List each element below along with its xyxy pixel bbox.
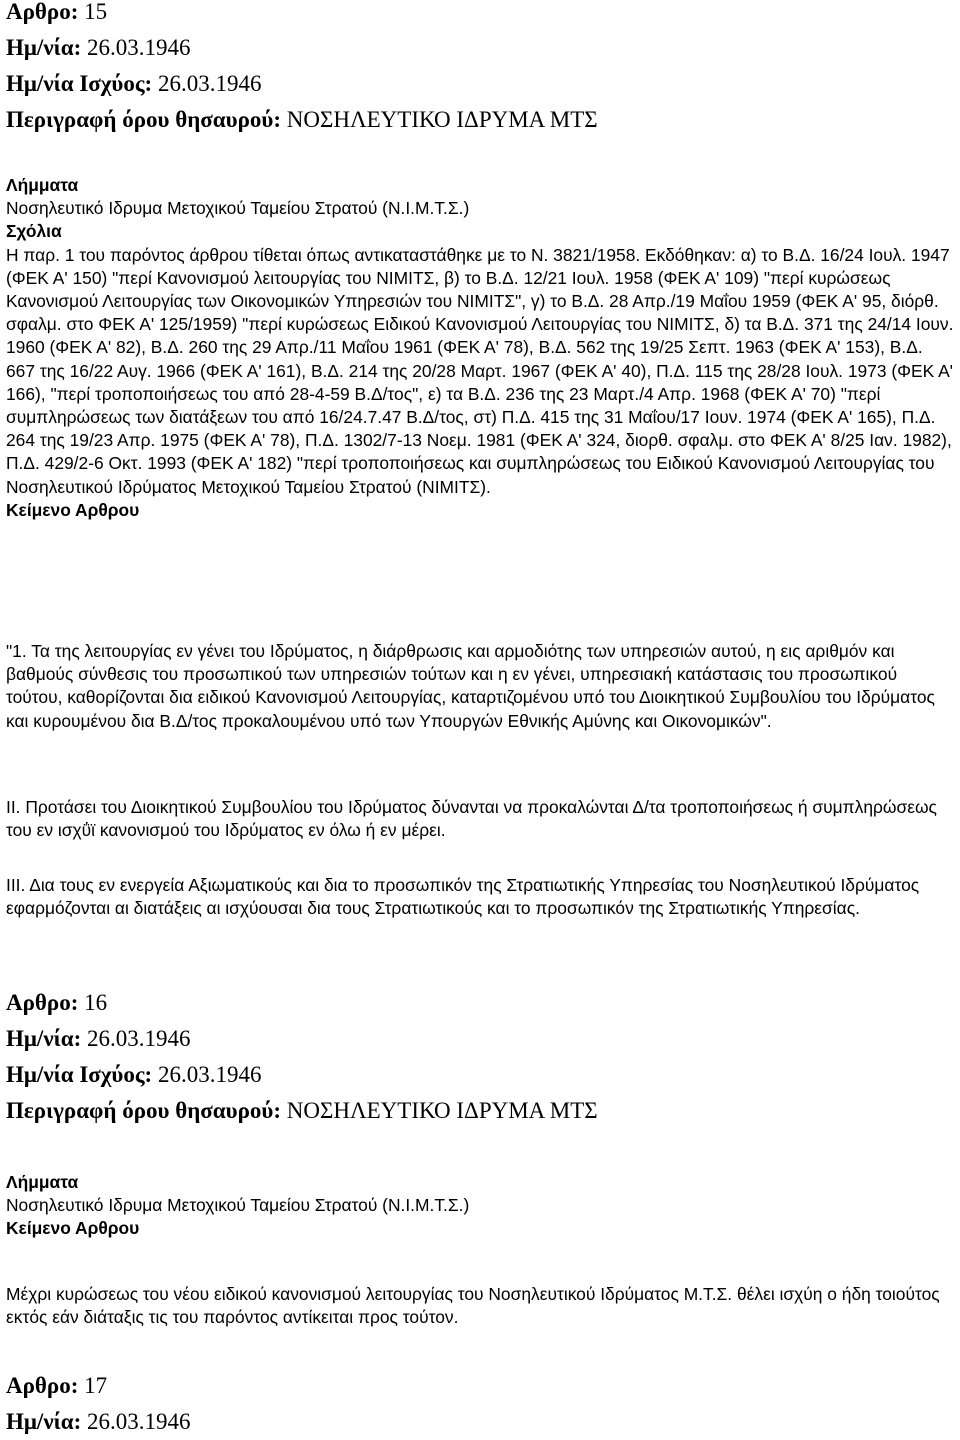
- article-label: Αρθρο:: [6, 1373, 79, 1398]
- lemmata-label: Λήμματα: [6, 1172, 79, 1192]
- keimeno-label: Κείμενο Αρθρου: [6, 1218, 140, 1239]
- article-15-header: [6, 0, 956, 138]
- thesaurus-line: [6, 1093, 956, 1129]
- article-number: 15: [84, 0, 108, 24]
- scholia-label: Σχόλια: [6, 221, 62, 242]
- thesaurus-value: ΝΟΣΗΛΕΥΤΙΚΟ ΙΔΡΥΜΑ ΜΤΣ: [286, 107, 598, 132]
- lemmata-label: Λήμματα: [6, 175, 79, 195]
- date-line: [6, 1404, 956, 1440]
- article-paragraph: ΙΙ. Προτάσει του Διοικητικού Συμβουλίου του Ιδρύματος δύνανται να προκαλώνται Δ/τα τροποποιήσεως ή συμπληρώσεως του εν ισχΰϊ κανονισμού του Ιδρύματος εν όλω ή εν μέρει.: [6, 797, 937, 841]
- article-16-paragraph-1: [6, 1283, 956, 1329]
- date-in-force-value: 26.03.1946: [157, 1062, 262, 1087]
- date-in-force-label: Ημ/νία Ισχύος:: [6, 71, 153, 96]
- date-label: Ημ/νία:: [6, 1409, 82, 1434]
- date-value: 26.03.1946: [86, 1026, 191, 1051]
- date-value: 26.03.1946: [86, 1409, 191, 1434]
- article-number: 17: [84, 1373, 108, 1398]
- article-15-body: [6, 174, 956, 522]
- date-line: [6, 1021, 956, 1057]
- article-15-paragraph-1: [6, 640, 956, 733]
- article-17-header: [6, 1368, 956, 1440]
- article-16-body: [6, 1171, 956, 1241]
- date-line: [6, 30, 956, 66]
- date-label: Ημ/νία:: [6, 35, 82, 60]
- article-paragraph: ΙΙΙ. Δια τους εν ενεργεία Αξιωματικούς και δια το προσωπικόν της Στρατιωτικής Υπηρεσίας του Νοσηλευτικού Ιδρύματος εφαρμόζονται αι διατάξεις αι ισχύουσαι δια τους Στρατιωτικούς και το προσωπικόν της Στρατιωτικής Υπηρεσίας.: [6, 875, 920, 919]
- date-in-force-line: [6, 66, 956, 102]
- article-paragraph: "1. Τα της λειτουργίας εν γένει του Ιδρύματος, η διάρθρωσις και αρμοδιότης των υπηρεσιών αυτού, η εις αριθμόν και βαθμούς σύνθεσις του προσωπικού των υπηρεσιών τούτων και η εν γένει, υπηρεσιακή κατάστασις του προσωπικού τούτου, καθορίζονται δια ειδικού Κανονισμού Λειτουργίας, καταρτιζομένου υπό του Διοικητικού Συμβουλίου του Ιδρύματος και κυρουμένου δια Β.Δ/τος προκαλουμένου υπό των Υπουργών Εθνικής Αμύνης και Οικονομικών".: [6, 641, 935, 731]
- date-value: 26.03.1946: [86, 35, 191, 60]
- article-15-paragraph-3: [6, 874, 956, 920]
- lemmata-value: Νοσηλευτικό Ιδρυμα Μετοχικού Ταμείου Στρατού (Ν.Ι.Μ.Τ.Σ.): [6, 1195, 470, 1216]
- thesaurus-value: ΝΟΣΗΛΕΥΤΙΚΟ ΙΔΡΥΜΑ ΜΤΣ: [286, 1098, 598, 1123]
- article-label: Αρθρο:: [6, 990, 79, 1015]
- thesaurus-line: [6, 102, 956, 138]
- date-label: Ημ/νία:: [6, 1026, 82, 1051]
- date-in-force-line: [6, 1057, 956, 1093]
- article-16-header: [6, 985, 956, 1129]
- thesaurus-label: Περιγραφή όρου θησαυρού:: [6, 107, 281, 132]
- date-in-force-label: Ημ/νία Ισχύος:: [6, 1062, 153, 1087]
- article-15-paragraph-2: [6, 796, 956, 842]
- keimeno-label: Κείμενο Αρθρου: [6, 499, 140, 520]
- article-number-line: [6, 985, 956, 1021]
- thesaurus-label: Περιγραφή όρου θησαυρού:: [6, 1098, 281, 1123]
- article-number-line: [6, 1368, 956, 1404]
- scholia-text: Η παρ. 1 του παρόντος άρθρου τίθεται όπως αντικαταστάθηκε με το Ν. 3821/1958. Εκδόθηκαν: α) το Β.Δ. 16/24 Ιουλ. 1947 (ΦΕΚ Α' 150) "περί Κανονισμού λειτουργίας του ΝΙΜΙΤΣ, β) το Β.Δ. 12/21 Ιουλ. 1958 (ΦΕΚ Α' 109) "περί κυρώσεως Κανονισμού Λειτουργίας των Οικονομικών Υπηρεσιών του ΝΙΜΙΤΣ", γ) το Β.Δ. 28 Απρ./19 Μαΐου 1959 (ΦΕΚ Α' 95, διόρθ. σφαλμ. στο ΦΕΚ Α' 125/1959) "περί κυρώσεως Ειδικού Κανονισμού Λειτουργίας του ΝΙΜΙΤΣ, δ) τα Β.Δ. 371 της 24/14 Ιουν. 1960 (ΦΕΚ Α' 82), Β.Δ. 260 της 29 Απρ./11 Μαΐου 1961 (ΦΕΚ Α' 78), Β.Δ. 562 της 19/25 Σεπτ. 1963 (ΦΕΚ Α' 153), Β.Δ. 667 της 16/22 Αυγ. 1966 (ΦΕΚ Α' 161), Β.Δ. 214 της 20/28 Μαρτ. 1967 (ΦΕΚ Α' 40), Π.Δ. 115 της 28/28 Ιουλ. 1973 (ΦΕΚ Α' 166), "περί τροποποιήσεως του από 28-4-59 Β.Δ/τος", ε) τα Β.Δ. 236 της 23 Μαρτ./4 Απρ. 1968 (ΦΕΚ Α' 70) "περί συμπληρώσεως των διατάξεων του από 16/24.7.47 Β.Δ/τος, στ) Π.Δ. 415 της 31 Μαΐου/17 Ιουν. 1974 (ΦΕΚ Α' 165), Π.Δ. 264 της 19/23 Απρ. 1975 (ΦΕΚ Α' 78), Π.Δ. 1302/7-13 Νοεμ. 1981 (ΦΕΚ Α' 324, διορθ. σφαλμ. στο ΦΕΚ Α' 8/25 Ιαν. 1982), Π.Δ. 429/2-6 Οκτ. 1993 (ΦΕΚ Α' 182) "περί τροποποιήσεως και συμπληρώσεως του Ειδικού Κανονισμού Λειτουργίας του Νοσηλευτικού Ιδρύματος Μετοχικού Ταμείου Στρατού (ΝΙΜΙΤΣ).: [6, 244, 954, 497]
- lemmata-value: Νοσηλευτικό Ιδρυμα Μετοχικού Ταμείου Στρατού (Ν.Ι.Μ.Τ.Σ.): [6, 198, 470, 219]
- article-number: 16: [84, 990, 108, 1015]
- date-in-force-value: 26.03.1946: [157, 71, 262, 96]
- article-number-line: [6, 0, 956, 30]
- article-label: Αρθρο:: [6, 0, 79, 24]
- article-paragraph: Μέχρι κυρώσεως του νέου ειδικού κανονισμού λειτουργίας του Νοσηλευτικού Ιδρύματος Μ.Τ.Σ. θέλει ισχύη ο ήδη τοιούτος εκτός εάν διάταξις τις του παρόντος αντίκειται προς τούτον.: [6, 1284, 940, 1328]
